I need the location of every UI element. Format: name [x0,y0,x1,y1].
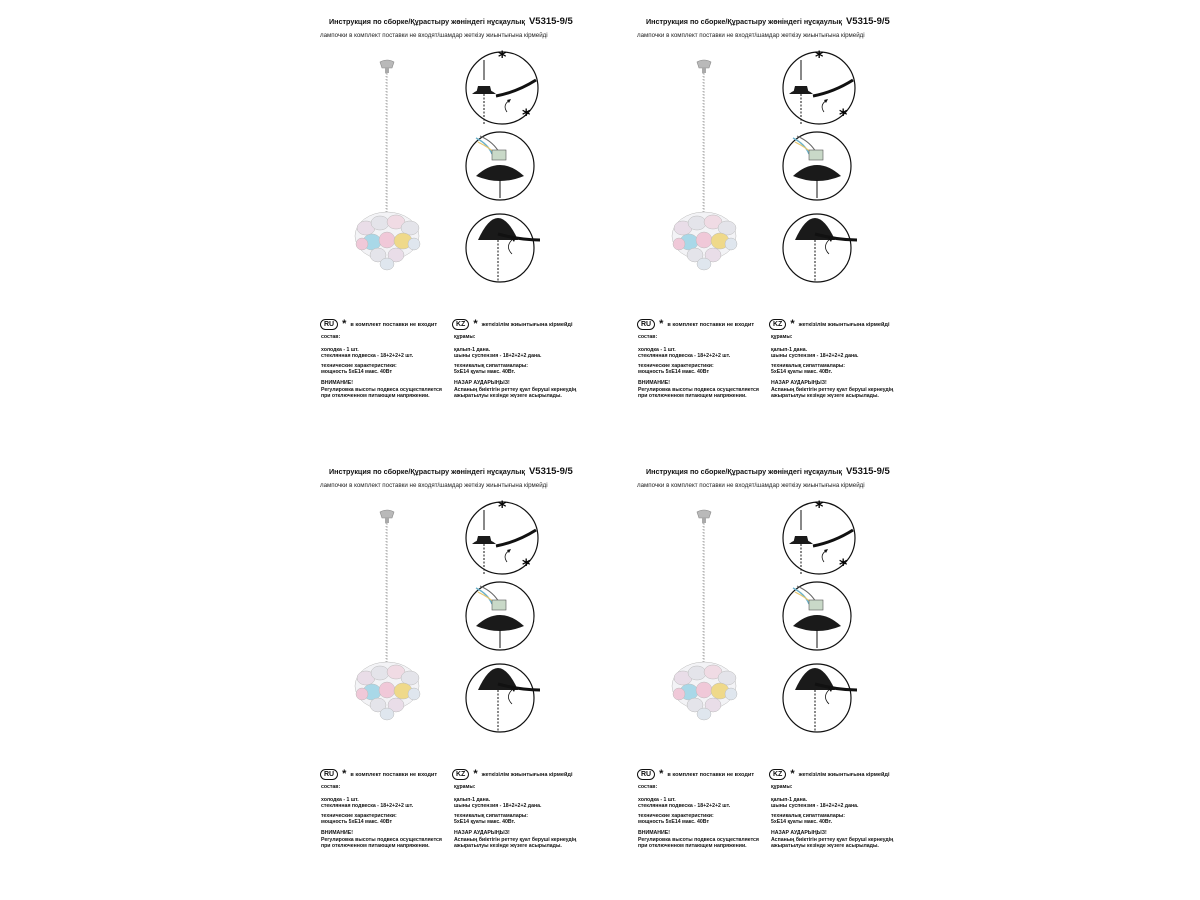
star-icon: * [659,768,664,780]
kz-composition-2: шыны суспензия - 18+2+2+2 дана. [454,803,542,810]
title-text: Инструкция по сборке/Құрастыру жөніндегі нұсқаулық [646,467,842,476]
install-step-3-icon [466,214,540,282]
ru-specs-1: мощность 5хЕ14 макс. 40Вт [321,369,392,376]
kz-specs-label: техникалық сипаттамалары: [454,812,529,819]
ru-composition-label: состав: [321,334,341,340]
ru-header-text: в комплект поставки не входит [350,321,438,328]
sheet-title [646,466,890,477]
kz-warning-2: ажыратылуы кезінде жүзеге асырылады. [771,393,879,400]
chandelier-illustration [669,58,739,283]
ru-details [321,334,461,400]
ru-warning-1: Регулировка высоты подвеса осуществляется [321,386,442,393]
kz-specs-1: 5хЕ14 қуаты макс. 40Вт. [454,819,516,826]
ru-details [638,784,778,850]
ru-header-text: в комплект поставки не входит [350,771,438,778]
ru-specs-label: технические характеристики: [321,362,397,369]
ru-composition-1: холодка - 1 шт. [638,346,676,353]
chandelier-illustration [352,508,422,733]
installation-steps [462,500,548,736]
instruction-sheet-top-right [629,14,929,434]
star-icon: * [659,318,664,330]
ru-warning-label: ВНИМАНИЕ! [321,379,353,386]
title-text: Инструкция по сборке/Құрастыру жөніндегі нұсқаулық [646,17,842,26]
ru-warning-label: ВНИМАНИЕ! [638,379,670,386]
kz-badge: KZ [452,769,469,780]
kz-composition-1: қалып-1 дана. [771,796,808,803]
ru-warning-label: ВНИМАНИЕ! [321,829,353,836]
installation-steps [779,50,865,286]
kz-composition-1: қалып-1 дана. [771,346,808,353]
svg-text:*: * [815,500,824,516]
sheet-title [329,16,573,27]
ru-composition-2: стеклянная подвеска - 18+2+2+2 шт. [638,353,731,360]
install-step-2-icon [783,582,851,650]
ru-details [638,334,778,400]
ru-composition-label: состав: [638,334,658,340]
kz-specs-label: техникалық сипаттамалары: [771,812,846,819]
install-step-1-icon [783,50,855,124]
ru-header [320,769,437,780]
kz-warning-label: НАЗАР АУДАРЫҢЫЗ! [454,829,510,836]
ru-composition-1: холодка - 1 шт. [321,346,359,353]
star-icon: * [473,768,478,780]
kz-details [771,784,911,850]
ru-specs-1: мощность 5хЕ14 макс. 40Вт [638,369,709,376]
ru-badge: RU [637,769,655,780]
star-icon: * [790,768,795,780]
install-step-1-icon [466,500,538,574]
installation-steps [779,500,865,736]
kz-composition-label: құрамы: [771,334,793,340]
star-icon: * [473,318,478,330]
title-text: Инструкция по сборке/Құрастыру жөніндегі нұсқаулық [329,17,525,26]
kz-header [452,769,573,780]
model-number: V5315-9/5 [845,16,890,27]
svg-text:*: * [839,555,848,574]
ru-warning-1: Регулировка высоты подвеса осуществляется [321,836,442,843]
kz-warning-2: ажыратылуы кезінде жүзеге асырылады. [771,843,879,850]
kz-badge: KZ [769,319,786,330]
ru-warning-2: при отключенном питающем напряжении. [321,843,430,850]
kz-warning-2: ажыратылуы кезінде жүзеге асырылады. [454,393,562,400]
kz-warning-1: Аспаның биіктігін реттеу қуат беруші кернеудің [454,386,577,393]
ru-warning-2: при отключенном питающем напряжении. [321,393,430,400]
kz-warning-2: ажыратылуы кезінде жүзеге асырылады. [454,843,562,850]
chandelier-illustration [352,58,422,283]
kz-badge: KZ [452,319,469,330]
ru-warning-2: при отключенном питающем напряжении. [638,393,747,400]
kz-details [771,334,911,400]
ru-composition-label: состав: [321,784,341,790]
install-step-3-icon [783,664,857,732]
install-step-3-icon [783,214,857,282]
install-step-2-icon [783,132,851,200]
ru-badge: RU [320,319,338,330]
ru-composition-2: стеклянная подвеска - 18+2+2+2 шт. [321,803,414,810]
sheet-title [646,16,890,27]
install-step-1-icon [466,50,538,124]
kz-specs-1: 5хЕ14 қуаты макс. 40Вт. [771,819,833,826]
chandelier-illustration [669,508,739,733]
ru-header-text: в комплект поставки не входит [667,321,755,328]
ru-warning-1: Регулировка высоты подвеса осуществляется [638,836,759,843]
ru-specs-label: технические характеристики: [321,812,397,819]
ru-badge: RU [320,769,338,780]
kz-composition-label: құрамы: [771,784,793,790]
kz-header [769,319,890,330]
ru-specs-1: мощность 5хЕ14 макс. 40Вт [321,819,392,826]
ru-composition-2: стеклянная подвеска - 18+2+2+2 шт. [638,803,731,810]
kz-header-text: жеткізілім жиынтығына кірмейді [798,771,890,778]
model-number: V5315-9/5 [528,16,573,27]
ru-specs-1: мощность 5хЕ14 макс. 40Вт [638,819,709,826]
svg-text:*: * [839,105,848,124]
kz-header-text: жеткізілім жиынтығына кірмейді [481,321,573,328]
instruction-sheet-top-left [312,14,612,434]
model-number: V5315-9/5 [845,466,890,477]
install-step-1-icon [783,500,855,574]
kz-composition-1: қалып-1 дана. [454,796,491,803]
install-step-2-icon [466,132,534,200]
kz-badge: KZ [769,769,786,780]
kz-warning-1: Аспаның биіктігін реттеу қуат беруші кернеудің [454,836,577,843]
svg-text:*: * [498,500,507,516]
sheet-subtitle: лампочки в комплект поставки не входят/шамдар жеткізу жиынтығына кірмейді [320,32,548,39]
kz-warning-label: НАЗАР АУДАРЫҢЫЗ! [771,829,827,836]
kz-details [454,784,594,850]
kz-specs-label: техникалық сипаттамалары: [454,362,529,369]
ru-header-text: в комплект поставки не входит [667,771,755,778]
installation-steps [462,50,548,286]
title-text: Инструкция по сборке/Құрастыру жөніндегі нұсқаулық [329,467,525,476]
svg-text:*: * [498,50,507,66]
sheet-subtitle: лампочки в комплект поставки не входят/шамдар жеткізу жиынтығына кірмейді [320,482,548,489]
sheet-title [329,466,573,477]
kz-warning-1: Аспаның биіктігін реттеу қуат беруші кернеудің [771,386,894,393]
ru-warning-1: Регулировка высоты подвеса осуществляется [638,386,759,393]
svg-text:*: * [815,50,824,66]
instruction-sheet-bottom-left [312,464,612,884]
kz-header [452,319,573,330]
instruction-sheet-bottom-right [629,464,929,884]
ru-composition-2: стеклянная подвеска - 18+2+2+2 шт. [321,353,414,360]
kz-details [454,334,594,400]
kz-header [769,769,890,780]
kz-composition-2: шыны суспензия - 18+2+2+2 дана. [771,803,859,810]
star-icon: * [342,318,347,330]
kz-composition-2: шыны суспензия - 18+2+2+2 дана. [454,353,542,360]
ru-header [637,769,754,780]
kz-specs-1: 5хЕ14 қуаты макс. 40Вт. [454,369,516,376]
install-step-2-icon [466,582,534,650]
sheet-subtitle: лампочки в комплект поставки не входят/шамдар жеткізу жиынтығына кірмейді [637,482,865,489]
ru-warning-2: при отключенном питающем напряжении. [638,843,747,850]
ru-badge: RU [637,319,655,330]
ru-composition-1: холодка - 1 шт. [321,796,359,803]
kz-composition-1: қалып-1 дана. [454,346,491,353]
install-step-3-icon [466,664,540,732]
ru-composition-1: холодка - 1 шт. [638,796,676,803]
ru-header [320,319,437,330]
ru-specs-label: технические характеристики: [638,362,714,369]
kz-composition-label: құрамы: [454,334,476,340]
sheet-subtitle: лампочки в комплект поставки не входят/шамдар жеткізу жиынтығына кірмейді [637,32,865,39]
star-icon: * [790,318,795,330]
kz-warning-label: НАЗАР АУДАРЫҢЫЗ! [454,379,510,386]
kz-warning-1: Аспаның биіктігін реттеу қуат беруші кернеудің [771,836,894,843]
ru-header [637,319,754,330]
kz-composition-2: шыны суспензия - 18+2+2+2 дана. [771,353,859,360]
kz-header-text: жеткізілім жиынтығына кірмейді [798,321,890,328]
kz-specs-label: техникалық сипаттамалары: [771,362,846,369]
svg-text:*: * [522,555,531,574]
kz-header-text: жеткізілім жиынтығына кірмейді [481,771,573,778]
ru-composition-label: состав: [638,784,658,790]
ru-details [321,784,461,850]
ru-specs-label: технические характеристики: [638,812,714,819]
star-icon: * [342,768,347,780]
kz-composition-label: құрамы: [454,784,476,790]
ru-warning-label: ВНИМАНИЕ! [638,829,670,836]
kz-specs-1: 5хЕ14 қуаты макс. 40Вт. [771,369,833,376]
kz-warning-label: НАЗАР АУДАРЫҢЫЗ! [771,379,827,386]
model-number: V5315-9/5 [528,466,573,477]
svg-text:*: * [522,105,531,124]
